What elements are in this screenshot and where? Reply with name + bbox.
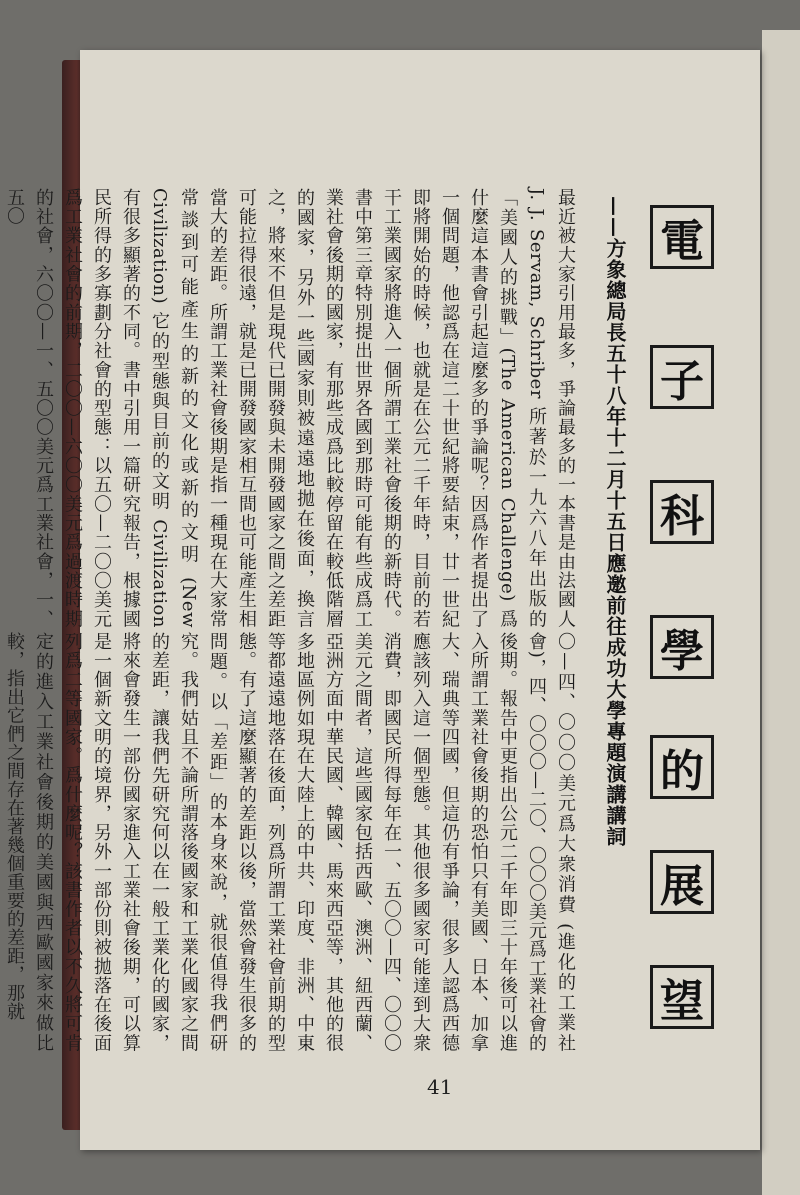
body-text-lower: 〇—四、〇〇〇美元爲大衆消費 (進化的工業社會)，四、〇〇〇—二〇、〇〇〇美元爲工業社會的後期。報告中更指出公元二千年即三十年後可以進入所謂工業社會後期的恐怕只有美國、日本、加拿大、瑞典等四國，但這仍有爭論，很多人認爲西德應該列入這一個型態。其他很多國家可能達到大衆消費，即國民所得每年在一、五〇〇—四、〇〇〇美元之間者，這些國家包括西歐、澳洲、紐西蘭、亞洲方面中華民國、韓國、馬來西亞等，其他的很多地區例如現在大陸上的中共、印度、非洲、中東等都遠遠地落在後面，列爲所謂工業社會前期的型態。有了這麼顯著的差距以後，當然會發生很多的問題。以「差距」的本身來說，就很值得我們研究。我們姑且不論所謂落後國家和工業化國家之間的差距，讓我們先研究何以在一般工業化的國家，將來會發生一部份國家進入工業社會後期，可以算是一個新文明的境界，另外一部份則被拋落在後面列爲二等國家。爲什麼呢？該書作者以不久將可肯定的進入工業社會後期的美國與西歐國家來做比較，指出它們之間存在著幾個重要的差距，那就 <box>4 632 576 1052</box>
adjacent-page-edge <box>762 30 800 1195</box>
title-char-4: 學 <box>650 615 714 679</box>
page-number: 41 <box>427 1075 453 1099</box>
title-char-6: 展 <box>650 850 714 914</box>
title-char-1: 電 <box>650 205 714 269</box>
title-char-5: 的 <box>650 735 714 799</box>
body-text-upper: 最近被大家引用最多，爭論最多的一本書是由法國人 J. J. Servam, Schriber 所著於一九六八年出版的「美國人的挑戰」(The American Challenge) 爲什麼這本書會引起這麼多的爭論呢？因爲作者提出了一個問題，他認爲在這二十世紀將要結束，廿一世紀即將開始的時候，也就是在公元二千年時，目前的若干工業國家將進入一個所謂工業社會後期的新時代。書中第三章特別提出世界各國到那時可能有些成爲工業社會後期的國家，有那些成爲比較停留在較低階層的國家，另外一些國家則被遠遠地拋在後面，換言之，將來不但是現代已開發與未開發國家之間之差距可能拉得很遠，就是已開發國家相互間也可能產生相當大的差距。所謂工業社會後期是指一種現在大家常常談到可能產生的新的文化或新的文明 (New Civilization) 它的型態與目前的文明 Civilization 有很多顯著的不同。書中引用一篇研究報告，根據國民所得的多寡劃分社會的型態：以五〇—二〇〇美元爲工業社會的前期，二〇〇—六〇〇美元爲過渡時期的社會，六〇〇—一、五〇〇美元爲工業社會，一、五〇 <box>4 188 576 628</box>
title-char-7: 望 <box>650 965 714 1029</box>
article-subtitle: ——方象總局長五十八年十二月十五日應邀前往成功大學專題演講講詞 <box>603 196 627 847</box>
title-char-2: 子 <box>650 345 714 409</box>
title-char-3: 科 <box>650 480 714 544</box>
adjacent-page-text <box>776 120 798 1120</box>
